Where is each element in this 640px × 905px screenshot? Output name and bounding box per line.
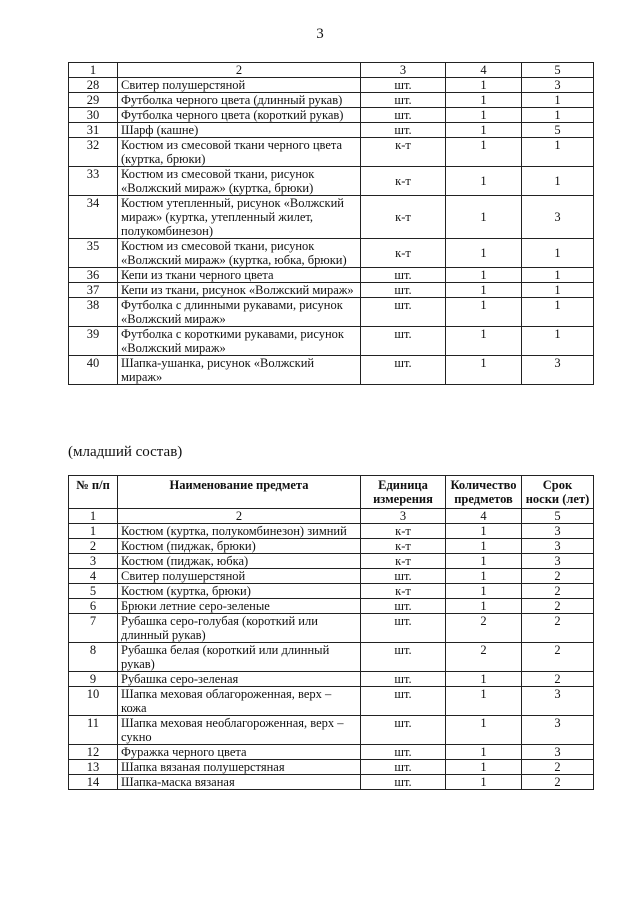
wear-term: 2: [522, 775, 594, 790]
unit: к-т: [361, 138, 446, 167]
quantity: 1: [446, 138, 522, 167]
item-name: Фуражка черного цвета: [118, 745, 361, 760]
wear-term: 2: [522, 599, 594, 614]
row-number: 14: [69, 775, 118, 790]
row-number: 8: [69, 643, 118, 672]
row-number: 4: [69, 569, 118, 584]
wear-term: 2: [522, 569, 594, 584]
quantity: 1: [446, 356, 522, 385]
wear-term: 2: [522, 760, 594, 775]
column-number: 5: [522, 63, 594, 78]
item-name: Рубашка серо-голубая (короткий или длинный рукав): [118, 614, 361, 643]
table-row: [69, 108, 594, 123]
quantity: 1: [446, 539, 522, 554]
item-name: Костюм (пиджак, юбка): [118, 554, 361, 569]
quantity: 1: [446, 123, 522, 138]
header-item-name: Наименование предмета: [118, 476, 361, 509]
table-row: [69, 298, 594, 327]
table-row: [69, 239, 594, 268]
table-row: [69, 614, 594, 643]
column-number: 4: [446, 509, 522, 524]
quantity: 1: [446, 584, 522, 599]
row-number: 37: [69, 283, 118, 298]
wear-term: 3: [522, 78, 594, 93]
column-number: 3: [361, 509, 446, 524]
junior-staff-items-table: [68, 475, 594, 790]
header-number: № п/п: [69, 476, 118, 509]
row-number: 29: [69, 93, 118, 108]
quantity: 1: [446, 239, 522, 268]
quantity: 1: [446, 760, 522, 775]
row-number: 28: [69, 78, 118, 93]
unit: шт.: [361, 672, 446, 687]
unit: к-т: [361, 167, 446, 196]
quantity: 1: [446, 167, 522, 196]
quantity: 1: [446, 283, 522, 298]
unit: к-т: [361, 584, 446, 599]
column-number: 1: [69, 509, 118, 524]
item-name: Шапка-маска вязаная: [118, 775, 361, 790]
quantity: 1: [446, 524, 522, 539]
quantity: 1: [446, 78, 522, 93]
wear-term: 3: [522, 196, 594, 239]
item-name: Кепи из ткани, рисунок «Волжский мираж»: [118, 283, 361, 298]
quantity: 2: [446, 643, 522, 672]
column-number: 2: [118, 63, 361, 78]
row-number: 40: [69, 356, 118, 385]
unit: шт.: [361, 760, 446, 775]
unit: шт.: [361, 687, 446, 716]
row-number: 2: [69, 539, 118, 554]
table-row: [69, 569, 594, 584]
row-number: 3: [69, 554, 118, 569]
unit: шт.: [361, 356, 446, 385]
wear-term: 1: [522, 167, 594, 196]
item-name: Костюм (пиджак, брюки): [118, 539, 361, 554]
wear-term: 1: [522, 298, 594, 327]
wear-term: 3: [522, 687, 594, 716]
quantity: 1: [446, 599, 522, 614]
wear-term: 1: [522, 268, 594, 283]
column-number-row: [69, 63, 594, 78]
item-name: Костюм утепленный, рисунок «Волжский мираж» (куртка, утепленный жилет, полукомбинезон): [118, 196, 361, 239]
column-number: 1: [69, 63, 118, 78]
unit: шт.: [361, 283, 446, 298]
unit: к-т: [361, 539, 446, 554]
item-name: Шапка меховая облагороженная, верх – кожа: [118, 687, 361, 716]
row-number: 5: [69, 584, 118, 599]
row-number: 31: [69, 123, 118, 138]
wear-term: 5: [522, 123, 594, 138]
row-number: 39: [69, 327, 118, 356]
column-number: 2: [118, 509, 361, 524]
row-number: 7: [69, 614, 118, 643]
item-name: Рубашка серо-зеленая: [118, 672, 361, 687]
table-row: [69, 760, 594, 775]
table-row: [69, 356, 594, 385]
row-number: 35: [69, 239, 118, 268]
header-quantity: Количество предметов: [446, 476, 522, 509]
item-name: Футболка черного цвета (длинный рукав): [118, 93, 361, 108]
table-row: [69, 327, 594, 356]
unit: шт.: [361, 327, 446, 356]
table-row: [69, 643, 594, 672]
item-name: Свитер полушерстяной: [118, 569, 361, 584]
wear-term: 3: [522, 356, 594, 385]
table-row: [69, 78, 594, 93]
quantity: 1: [446, 716, 522, 745]
item-name: Шапка меховая необлагороженная, верх – сукно: [118, 716, 361, 745]
table-row: [69, 268, 594, 283]
unit: к-т: [361, 554, 446, 569]
table-row: [69, 539, 594, 554]
header-wear-term: Срок носки (лет): [522, 476, 594, 509]
header-unit: Единица измерения: [361, 476, 446, 509]
row-number: 11: [69, 716, 118, 745]
page-number: 3: [316, 26, 324, 42]
wear-term: 1: [522, 93, 594, 108]
quantity: 1: [446, 196, 522, 239]
row-number: 38: [69, 298, 118, 327]
wear-term: 1: [522, 327, 594, 356]
unit: к-т: [361, 196, 446, 239]
quantity: 1: [446, 569, 522, 584]
item-name: Брюки летние серо-зеленые: [118, 599, 361, 614]
table-row: [69, 775, 594, 790]
unit: к-т: [361, 524, 446, 539]
table-header-row: [69, 476, 594, 509]
wear-term: 1: [522, 108, 594, 123]
column-number-row: [69, 509, 594, 524]
table-row: [69, 524, 594, 539]
wear-term: 3: [522, 539, 594, 554]
wear-term: 3: [522, 554, 594, 569]
unit: шт.: [361, 78, 446, 93]
row-number: 13: [69, 760, 118, 775]
unit: шт.: [361, 745, 446, 760]
row-number: 12: [69, 745, 118, 760]
row-number: 9: [69, 672, 118, 687]
row-number: 6: [69, 599, 118, 614]
column-number: 5: [522, 509, 594, 524]
item-name: Костюм из смесовой ткани, рисунок «Волжский мираж» (куртка, юбка, брюки): [118, 239, 361, 268]
quantity: 2: [446, 614, 522, 643]
quantity: 1: [446, 554, 522, 569]
table-row: [69, 196, 594, 239]
item-name: Футболка черного цвета (короткий рукав): [118, 108, 361, 123]
item-name: Костюм (куртка, брюки): [118, 584, 361, 599]
table-row: [69, 93, 594, 108]
unit: шт.: [361, 268, 446, 283]
table-row: [69, 672, 594, 687]
table-row: [69, 283, 594, 298]
unit: шт.: [361, 716, 446, 745]
items-table-continued: [68, 62, 594, 385]
row-number: 34: [69, 196, 118, 239]
unit: шт.: [361, 569, 446, 584]
row-number: 1: [69, 524, 118, 539]
quantity: 1: [446, 327, 522, 356]
row-number: 32: [69, 138, 118, 167]
unit: к-т: [361, 239, 446, 268]
item-name: Костюм из смесовой ткани, рисунок «Волжский мираж» (куртка, брюки): [118, 167, 361, 196]
table-row: [69, 584, 594, 599]
item-name: Футболка с длинными рукавами, рисунок «Волжский мираж»: [118, 298, 361, 327]
wear-term: 3: [522, 745, 594, 760]
quantity: 1: [446, 672, 522, 687]
item-name: Костюм из смесовой ткани черного цвета (куртка, брюки): [118, 138, 361, 167]
quantity: 1: [446, 93, 522, 108]
quantity: 1: [446, 775, 522, 790]
wear-term: 1: [522, 239, 594, 268]
wear-term: 2: [522, 584, 594, 599]
section-label: (младший состав): [68, 444, 183, 460]
item-name: Костюм (куртка, полукомбинезон) зимний: [118, 524, 361, 539]
unit: шт.: [361, 298, 446, 327]
table-row: [69, 554, 594, 569]
unit: шт.: [361, 643, 446, 672]
unit: шт.: [361, 93, 446, 108]
item-name: Футболка с короткими рукавами, рисунок «Волжский мираж»: [118, 327, 361, 356]
wear-term: 3: [522, 524, 594, 539]
wear-term: 2: [522, 643, 594, 672]
wear-term: 2: [522, 672, 594, 687]
items-table-continued-body: [69, 63, 594, 385]
row-number: 10: [69, 687, 118, 716]
unit: шт.: [361, 599, 446, 614]
table-row: [69, 716, 594, 745]
row-number: 33: [69, 167, 118, 196]
table-row: [69, 745, 594, 760]
quantity: 1: [446, 108, 522, 123]
wear-term: 2: [522, 614, 594, 643]
table-row: [69, 123, 594, 138]
row-number: 30: [69, 108, 118, 123]
table-row: [69, 138, 594, 167]
quantity: 1: [446, 268, 522, 283]
wear-term: 1: [522, 283, 594, 298]
quantity: 1: [446, 298, 522, 327]
table-row: [69, 599, 594, 614]
quantity: 1: [446, 745, 522, 760]
junior-staff-items-body: [69, 509, 594, 790]
unit: шт.: [361, 123, 446, 138]
row-number: 36: [69, 268, 118, 283]
wear-term: 3: [522, 716, 594, 745]
quantity: 1: [446, 687, 522, 716]
column-number: 4: [446, 63, 522, 78]
wear-term: 1: [522, 138, 594, 167]
table-row: [69, 687, 594, 716]
unit: шт.: [361, 108, 446, 123]
item-name: Кепи из ткани черного цвета: [118, 268, 361, 283]
item-name: Шапка вязаная полушерстяная: [118, 760, 361, 775]
table-row: [69, 167, 594, 196]
item-name: Свитер полушерстяной: [118, 78, 361, 93]
column-number: 3: [361, 63, 446, 78]
item-name: Шарф (кашне): [118, 123, 361, 138]
unit: шт.: [361, 775, 446, 790]
unit: шт.: [361, 614, 446, 643]
item-name: Шапка-ушанка, рисунок «Волжский мираж»: [118, 356, 361, 385]
item-name: Рубашка белая (короткий или длинный рукав): [118, 643, 361, 672]
